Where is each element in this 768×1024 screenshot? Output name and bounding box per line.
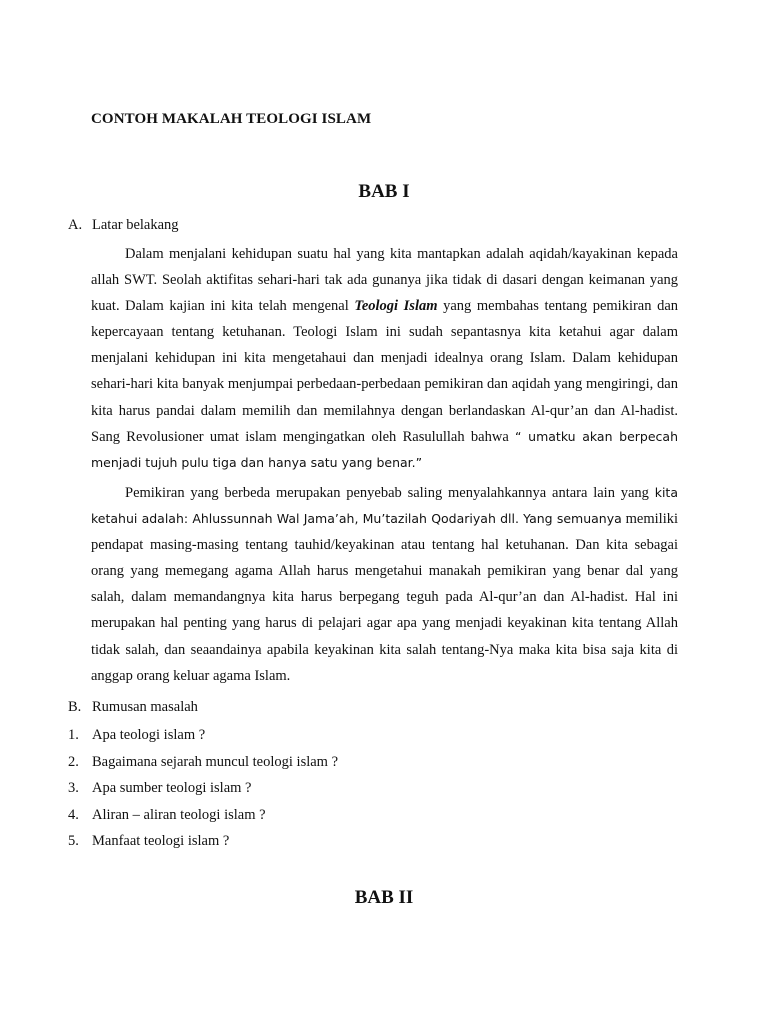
paragraph-text: yang membahas tentang pemikiran dan kepercayaan tentang ketuhanan. Teologi Islam ini sudah sepantasnya kita ketahui agar dalam menjalani kehidupan ini kita mengetahaui dan menjadi idealnya orang Islam. Dalam kehidupan sehari-hari kita banyak menjumpai perbedaan-perbedaan pemikiran dan aqidah yang mengiringi, dan kita harus pandai dalam memilih dan memilahnya dengan berlandaskan Al-qur’an dan Al-hadist. Sang Revolusioner umat islam mengingatkan oleh Rasulullah bahwa xyxy=(91,298,678,445)
problem-list xyxy=(68,722,338,855)
paragraph-text: Dalam menjalani kehidupan suatu hal yang kita mantapkan adalah aqidah/kayakinan kepada allah SWT. Seolah aktifitas sehari-hari tak ada gunanya jika tidak di dasari dengan keimanan yang kuat. Dalam kajian ini kita telah mengenal xyxy=(91,246,678,315)
list-number: 3. xyxy=(68,780,79,796)
section-label: Rumusan masalah xyxy=(92,699,198,715)
section-marker: B. xyxy=(68,699,82,715)
list-item-text: Manfaat teologi islam ? xyxy=(92,833,230,849)
list-item-text: Apa teologi islam ? xyxy=(92,727,206,743)
list-item xyxy=(68,802,338,829)
list-item xyxy=(68,828,338,855)
paragraph-text: Pemikiran yang berbeda merupakan penyebab saling menyalahkannya antara lain yang xyxy=(125,485,655,501)
list-item-text: Bagaimana sejarah muncul teologi islam ? xyxy=(92,753,339,770)
section-heading-rumusan-masalah xyxy=(68,699,198,716)
emphasized-term: Teologi Islam xyxy=(354,298,438,315)
paragraph-latar-belakang-1 xyxy=(91,241,678,476)
list-item-text: Apa sumber teologi islam ? xyxy=(92,780,252,796)
paragraph-text: memiliki pendapat masing-masing tentang tauhid/keyakinan atau tentang hal ketuhanan. Dan kita sebagai orang yang memegang agama Allah harus mengetahui manakah pemikiran yang benar dal yang salah, dalam memandangnya kita harus berpegang teguh pada Al-qur’an dan Al-hadist. Hal ini merupakan hal penting yang harus di pelajari agar apa yang menjadi keyakinan kita tentang Allah tidak salah, dan seaandainya apabila keyakinan kita salah tentang-Nya maka kita bisa saja kita di anggap orang keluar agama Islam. xyxy=(91,511,678,684)
paragraph-latar-belakang-2 xyxy=(91,480,678,689)
paragraph-text-alt: kita ketahui adalah: Ahlussunnah Wal Jama’ah, Mu’tazilah Qodariyah dll. Yang semuanya xyxy=(91,485,678,527)
list-item-text: Aliran – aliran teologi islam ? xyxy=(92,806,266,823)
section-heading-latar-belakang xyxy=(68,217,179,234)
list-number: 4. xyxy=(68,806,79,823)
chapter-heading-bab-1: BAB I xyxy=(358,181,410,202)
list-item xyxy=(68,722,338,749)
hadith-quote: “ umatku akan berpecah menjadi tujuh pulu tiga dan hanya satu yang benar.” xyxy=(91,428,678,470)
list-item xyxy=(68,749,338,776)
list-item xyxy=(68,775,338,802)
chapter-heading-bab-2: BAB II xyxy=(354,887,414,908)
section-label: Latar belakang xyxy=(92,217,179,233)
list-number: 5. xyxy=(68,833,79,849)
document-title: CONTOH MAKALAH TEOLOGI ISLAM xyxy=(91,111,372,127)
list-number: 1. xyxy=(68,727,79,743)
section-marker: A. xyxy=(68,217,83,233)
list-number: 2. xyxy=(68,753,79,770)
